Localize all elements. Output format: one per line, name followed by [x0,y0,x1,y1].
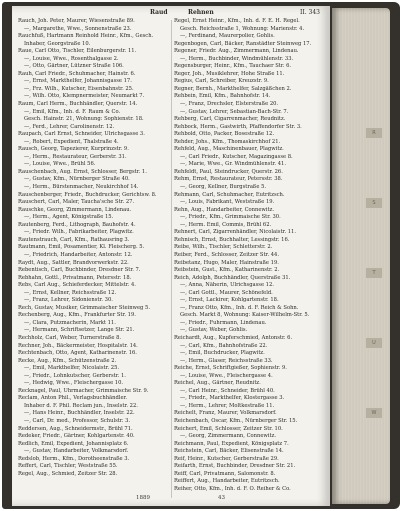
directory-entry: Regenbogen, Carl, Bäcker, Ranstädter Steinweg 17. [174,40,312,47]
directory-entry: Reiff, Carl, Privatmann, Salomonstr. 8. [174,470,276,477]
directory-entry: —, Ernst, Lackirer, Kohlgartenstr. 18. [180,297,279,304]
left-column [18,18,172,478]
directory-entry: Rehbold, Otto, Packer, Bosestraße 12. [174,131,274,138]
directory-entry: Gesch. Reichsstraße 1, Wohnung: Marienstr. 4. [180,25,305,32]
page-footer [18,495,324,503]
directory-entry: —, Herm. Emil, Commis, Brühl 62. [180,221,272,228]
directory-entry: Rechenberg, Aug., Kfm., Frankfurter Str. 19. [18,312,136,319]
directory-entry: —, Otto, Gärtner, Lützner Straße 106. [24,63,124,70]
directory-entry: Reichmann, Paul, Expedient, Königsplatz 7. [174,440,289,447]
directory-entry: —, Franz, Lehrer, Sidonienstr. 30. [24,297,113,304]
directory-entry: Regner, Bernh., Markthelfer, Salzgäßchen 2. [174,85,292,92]
directory-entry: —, Anna, Näherin, Ulrichsgasse 12. [180,282,274,289]
directory-entry: —, Herm., Bürstenmacher, Neukirchhof 14. [24,184,139,191]
directory-entry: —, Franz Otto, Kfm., Inh. d. F. Reich & Sohn. [180,304,299,311]
directory-entry: —, Herm., Restaurateur, Gerberstr. 31. [24,153,127,160]
directory-entry: Rehm, Ernst, Restaurateur, Petersstr. 38. [174,176,283,183]
directory-entry: Regener, Friedr. Aug., Zimmermann, Lindenau. [174,48,299,55]
directory-entry: Inhaber d. F. Phil. Reclam jun., Inselstr. 22. [24,402,138,409]
directory-entry: —, Friedr., Lohnkutscher, Gerberstr. 1. [24,372,126,379]
directory-entry: —, Emil, Kfm., Inh. d. F. Raum & Co. [24,108,121,115]
directory-entry: —, Georg, Zimmermann, Connewitz. [180,433,276,440]
footer-year: 1889 [136,495,150,501]
directory-entry: —, Robert, Expedient, Thalstraße 4. [24,138,119,145]
directory-entry: —, Gustav, Lehrer, Sebastian-Bach-Str. 7. [180,108,289,115]
directory-entry: —, Margarethe, Wwe., Sonnenstraße 23. [24,25,132,32]
directory-page [12,6,330,506]
directory-entry: Rauschenbach, Aug. Ernst, Schlosser, Bergstr. 1. [18,168,147,175]
directory-entry: Rausch, Georg, Tapezierer, Kurprinzstr. 9. [18,146,129,153]
thumb-index-tab: S [366,198,382,208]
directory-entry: Regel, Aug., Schmied, Zeitzer Str. 28. [18,470,118,477]
directory-entry: Rebs, Carl Aug., Schieferdecker, Mittelstr. 4. [18,282,136,289]
directory-entry: Rech, Gustav, Musiker, Grimmaischer Steinweg 5. [18,304,150,311]
directory-entry: Reiche, Ernst, Schriftgießer, Sophienstr. 9. [174,365,287,372]
directory-entry: —, Marie, Wwe., Gr. Windmühlenstr. 41. [180,161,286,168]
directory-entry: Recknagel, Paul, Uhrmacher, Grimmaische Str. 9. [18,387,149,394]
directory-entry: Reif, Heinr., Kutscher, Gerberstraße 29. [174,455,279,462]
directory-entry: Rehfeld, Aug., Maschinenbauer, Plagwitz. [174,146,284,153]
directory-entry: Reffert, Carl, Tischler, Weststraße 55. [18,463,118,470]
directory-entry: Rehbein, Emil, Kfm., Bahnhofstr. 14. [174,93,271,100]
directory-entry: —, Ferdinand, Maurerpolier, Gohlis. [180,33,275,40]
directory-entry: —, Gustav, Handarbeiter, Volkmarsdorf. [24,448,129,455]
directory-entry: —, Emil, Markthelfer, Nicolaistr. 25. [24,365,120,372]
directory-entry: —, Carl Friedr., Kutscher, Magazingasse 8. [180,153,293,160]
directory-entry: —, Carl, Dr. med., Professor, Schulstr. 3. [24,417,131,424]
directory-entry: Reich, Adolph, Buchhändler, Querstraße 31. [174,274,291,281]
directory-entry: —, Friedr., Markthelfer, Klostergasse 3. [180,395,285,402]
directory-entry: Reger, Joh., Musiklehrer, Hohe Straße 11. [174,70,285,77]
directory-entry: Redeker, Friedr., Gärtner, Kohlgartenstr. 40. [18,433,135,440]
column-divider [171,20,172,498]
directory-entry: Rautmann, Emil, Posamentier, Kl. Fleischerg. 5. [18,244,145,251]
directory-entry: Rehn, Aug., Handarbeiter, Connewitz. [174,206,274,213]
directory-entry: Reichstein, Carl, Bäcker, Elisenstraße 14. [174,448,284,455]
directory-entry: Rechholz, Carl, Weber, Turnerstraße 8. [18,334,122,341]
directory-entry: —, Clara, Putzmacherin, Markt 11. [24,319,116,326]
page-header [18,9,324,18]
directory-entry: Rautenberg, Ferd., Lithograph, Bauhofstr. 4. [18,221,136,228]
directory-entry: —, Louise, Wwe., Brühl 56. [24,161,96,168]
directory-entry: —, Ernst, Kellner, Reichsstraße 12. [24,289,117,296]
directory-entry: Raydt, Aug., Sattler, Brandvorwerkstr. 22. [18,259,129,266]
directory-entry: Gesch. Hainstr. 21, Wohnung: Sophienstr. 18. [24,116,144,123]
directory-entry: Recke, Aug., Kfm., Schützenstraße 2. [18,357,117,364]
directory-entry: —, Georg, Kellner, Burgstraße 5. [180,184,267,191]
directory-entry: —, Friedr. Wilh., Fabrikarbeiter, Plagwitz. [24,229,134,236]
directory-entry: Reibstein, Gust., Kfm., Katharinenstr. 2. [174,267,280,274]
footer-page: 43 [218,495,225,501]
directory-entry: —, Gustav, Kfm., Nürnberger Straße 40. [24,176,130,183]
page-edge-stack [332,8,390,504]
directory-entry: —, Louise, Wwe., Rosenthalgasse 2. [24,55,119,62]
directory-entry: Gesch. Markt 8, Wohnung: Kaiser-Wilhelm-Str. 5. [180,312,310,319]
directory-entry: —, Herm., Buchbinder, Windmühlenstr. 33. [180,55,294,62]
directory-entry: Regius, Carl, Schreiber, Kreuzstr. 9. [174,78,269,85]
directory-entry: —, Friedr., Fuhrmann, Lindenau. [180,319,267,326]
directory-entry: —, Louise, Wwe., Fleischergasse 4. [180,372,273,379]
directory-entry: Rehbock, Herm., Gastwirth, Pfaffendorfer Str. 3. [174,123,302,130]
thumb-index-tab: W [366,408,382,418]
directory-entry: Rechner, Joh., Bäckermeister, Hospitalstr. 14. [18,342,138,349]
directory-entry: Rechtenbach, Otto, Agent, Katharinenstr. 16. [18,350,137,357]
directory-entry: Rehnert, Carl, Zigarrenhändler, Nicolaistr. 11. [174,229,297,236]
directory-entry: Reichert, Emil, Schlosser, Zeitzer Str. 10. [174,425,283,432]
directory-entry: Rehfeldt, Paul, Steindrucker, Querstr. 26. [174,168,283,175]
directory-entry: —, Hans Heinr., Buchhändler, Inselstr. 22. [24,410,135,417]
directory-entry: Rebhahn, Gottl., Privatmann, Petersstr. 18. [18,274,132,281]
directory-entry: Reiher, Otto, Kfm., Inh. d. F. O. Reiher & Co. [174,485,291,492]
directory-entry: Reichel, Aug., Gärtner, Reudnitz. [174,380,261,387]
directory-entry: Regensburger, Heinr., Kfm., Tauchaer Str. 6. [174,63,292,70]
directory-entry: —, Hedwig, Wwe., Fleischergasse 10. [24,380,124,387]
directory-entry: Reichenbach, Oscar, Kfm., Nürnberger Str. 15. [174,417,298,424]
directory-entry: Raupach, Carl Ernst, Schneider, Ulrichsgasse 3. [18,131,145,138]
directory-entry: —, Ernst, Markthelfer, Johannisgasse 17. [24,78,132,85]
directory-entry: Rauschert, Carl, Maler, Taucha'sche Str. 27. [18,199,135,206]
directory-entry: Rauchfuß, Hartmann Reinhold Heinr., Kfm., Gesch. [18,33,154,40]
directory-entry: —, Carl, Kfm., Bahnhofstraße 22. [180,342,268,349]
thumb-index-tab: R [366,128,382,138]
directory-entry: Redlich, Emil, Expedient, Johannisplatz 6. [18,440,129,447]
directory-entry: Rebentisch, Carl, Buchbinder, Dresdner Str. 7. [18,267,141,274]
directory-entry: Rehder, Johs., Kfm., Thomaskirchhof 21. [174,138,281,145]
directory-entry: Reiffert, Aug., Handarbeiter, Eutritzsch. [174,478,280,485]
directory-entry: —, Frz. Wilh., Kutscher, Eisenbahnstr. 25. [24,85,134,92]
directory-entry: —, Herm., Agent, Königstraße 15. [24,214,114,221]
directory-entry: Reclam, Anton Phil., Verlagsbuchhändler. [18,395,128,402]
directory-entry: Reddersen, Aug., Schneidermstr., Brühl 71. [18,425,133,432]
directory-entry: Regel, Ernst Heinr., Kfm., Inh. d. F. E. H. Regel. [174,18,300,24]
header-word-right: Rehnen [188,9,214,16]
directory-entry: Reichelt, Franz, Maurer, Volkmarsdorf. [174,410,277,417]
thumb-index-tab: U [366,338,382,348]
directory-entry: —, Friedrich, Handarbeiter, Antonstr. 12. [24,251,133,258]
directory-entry: Reichardt, Aug., Kupferschmied, Antonstr. 6. [174,334,293,341]
directory-entry: Reiber, Ferd., Schlosser, Zeitzer Str. 44. [174,251,279,258]
directory-entry: Reibe, Wilh., Tischler, Schletterstr. 2. [174,244,273,251]
directory-entry: —, Herm., Glaser, Reichsstraße 33. [180,357,273,364]
header-word-left: Raud [150,9,168,16]
directory-entry: Rauschke, Georg, Zimmermann, Lindenau. [18,206,132,213]
directory-entry: —, Emil, Buchdrucker, Plagwitz. [180,350,265,357]
directory-entry: Raum, Carl Herm., Buchhändler, Querstr. 14. [18,101,138,108]
book [2,2,400,509]
directory-entry: Rauch, Joh. Peter, Maurer, Wiesenstraße 89. [18,18,135,24]
right-column [174,18,328,493]
directory-entry: —, Gustav, Weber, Gohlis. [180,327,248,334]
directory-entry: Rautenstrauch, Carl, Kfm., Rathausring 3. [18,236,130,243]
directory-entry: —, Friedr., Kfm., Grimmaische Str. 30. [180,214,281,221]
directory-entry: —, Hermann, Schriftsetzer, Lange Str. 21. [24,327,135,334]
directory-entry: —, Wilh. Otto, Klempnermeister, Neumarkt 7. [24,93,145,100]
directory-entry: Rehmann, Carl, Schuhmacher, Eutritzsch. [174,191,285,198]
directory-entry: Reifarth, Ernst, Buchbinder, Dresdner Str. 21. [174,463,296,470]
directory-entry: —, Louis, Fabrikant, Weststraße 19. [180,199,275,206]
header-page-number: II. 343 [299,9,320,16]
directory-entry: Reibetanz, Hugo, Maler, Hainstraße 19. [174,259,279,266]
directory-entry: —, Herm., Lehrer, Moltkestraße 11. [180,402,275,409]
directory-entry: Rehnisch, Ernst, Buchhalter, Lessingstr. 16. [174,236,290,243]
directory-entry: —, Carl Heinr., Schneider, Brühl 40. [180,387,275,394]
directory-entry: Redslob, Herm., Kfm., Dorotheenstraße 3. [18,455,130,462]
directory-entry: —, Carl Gottl., Maurer, Schönefeld. [180,289,273,296]
directory-entry: Raue, Carl Otto, Tischler, Eilenburgerstr. 11. [18,48,137,55]
directory-entry: Rauschenberger, Friedr., Buchdrucker, Gerichtsw. 8. [18,191,157,198]
thumb-index-tab: T [366,268,382,278]
directory-entry: —, Ferd., Lehrer, Carolinenstr. 12. [24,123,115,130]
directory-entry: Rauh, Carl Friedr., Schuhmacher, Hainstr. 6. [18,70,136,77]
directory-entry: Rehberg, Carl, Cigarrenmacher, Reudnitz. [174,116,286,123]
directory-entry: —, Franz, Drechsler, Elsterstraße 20. [180,101,279,108]
directory-entry: Inhaber, Georgstraße 10. [24,40,91,47]
